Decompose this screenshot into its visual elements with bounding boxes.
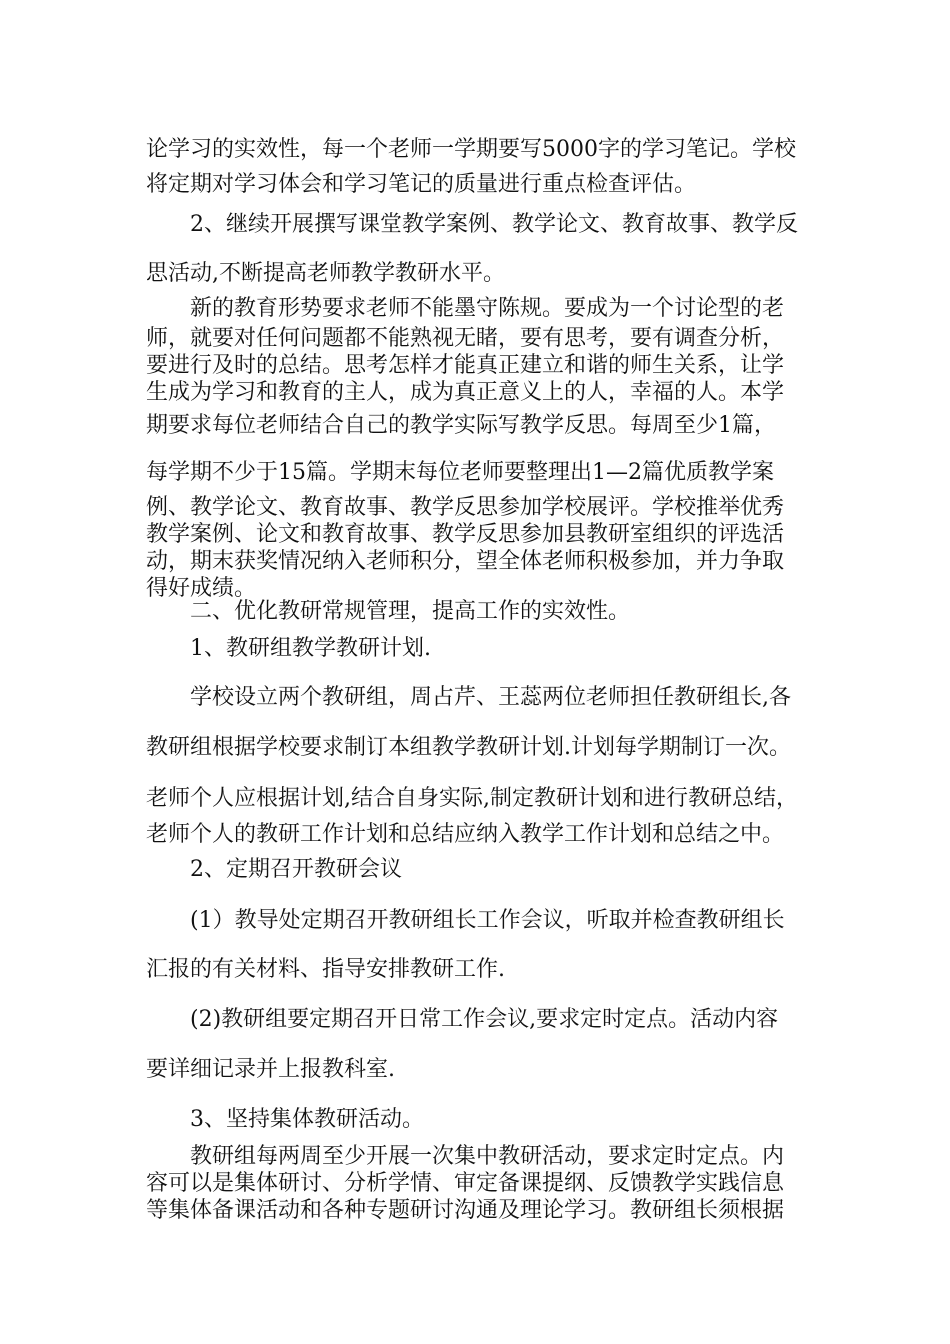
text-line: 教研组每两周至少开展一次集中教研活动，要求定时定点。内: [190, 1144, 785, 1169]
text-line: 教学案例、论文和教育故事、教学反思参加县教研室组织的评选活: [146, 522, 785, 547]
text-line: 师，就要对任何问题都不能熟视无睹，要有思考，要有调查分析，: [146, 326, 785, 351]
text-line: 3、坚持集体教研活动。: [190, 1107, 424, 1132]
text-line: 1、教研组教学教研计划.: [190, 636, 431, 661]
text-line: 2、定期召开教研会议: [190, 857, 402, 882]
text-line: 思活动,不断提高老师教学教研水平。: [146, 261, 505, 286]
text-line: 二、优化教研常规管理，提高工作的实效性。: [190, 599, 631, 624]
text-line: 汇报的有关材料、指导安排教研工作.: [146, 957, 505, 982]
text-line: (2)教研组要定期召开日常工作会议,要求定时定点。活动内容: [190, 1007, 779, 1032]
text-line: 学校设立两个教研组，周占芹、王蕊两位老师担任教研组长,各: [190, 685, 791, 710]
text-line: 将定期对学习体会和学习笔记的质量进行重点检查评估。: [146, 172, 697, 197]
text-line: 等集体备课活动和各种专题研讨沟通及理论学习。教研组长须根据: [146, 1198, 785, 1223]
text-line: 新的教育形势要求老师不能墨守陈规。要成为一个讨论型的老: [190, 296, 785, 321]
text-line: 生成为学习和教育的主人，成为真正意义上的人，幸福的人。本学: [146, 380, 785, 405]
text-line: 2、继续开展撰写课堂教学案例、教学论文、教育故事、教学反: [190, 212, 798, 237]
text-line: 老师个人应根据计划,结合自身实际,制定教研计划和进行教研总结，: [146, 786, 798, 811]
text-line: 动，期末获奖情况纳入老师积分，望全体老师积极参加，并力争取: [146, 549, 785, 574]
text-line: 要进行及时的总结。思考怎样才能真正建立和谐的师生关系，让学: [146, 353, 785, 378]
text-line: (1）教导处定期召开教研组长工作会议，听取并检查教研组长: [190, 908, 785, 933]
text-line: 每学期不少于15篇。学期末每位老师要整理出1—2篇优质教学案: [146, 460, 774, 485]
text-line: 教研组根据学校要求制订本组教学教研计划.计划每学期制订一次。: [146, 735, 791, 760]
text-line: 得好成绩。: [146, 576, 257, 601]
text-line: 期要求每位老师结合自己的教学实际写教学反思。每周至少1篇，: [146, 413, 776, 438]
text-line: 要详细记录并上报教科室.: [146, 1057, 395, 1082]
text-line: 容可以是集体研讨、分析学情、审定备课提纲、反馈教学实践信息: [146, 1171, 785, 1196]
text-line: 例、教学论文、教育故事、教学反思参加学校展评。学校推举优秀: [146, 495, 785, 520]
text-line: 论学习的实效性，每一个老师一学期要写5000字的学习笔记。学校: [146, 137, 796, 162]
text-line: 老师个人的教研工作计划和总结应纳入教学工作计划和总结之中。: [146, 822, 785, 847]
